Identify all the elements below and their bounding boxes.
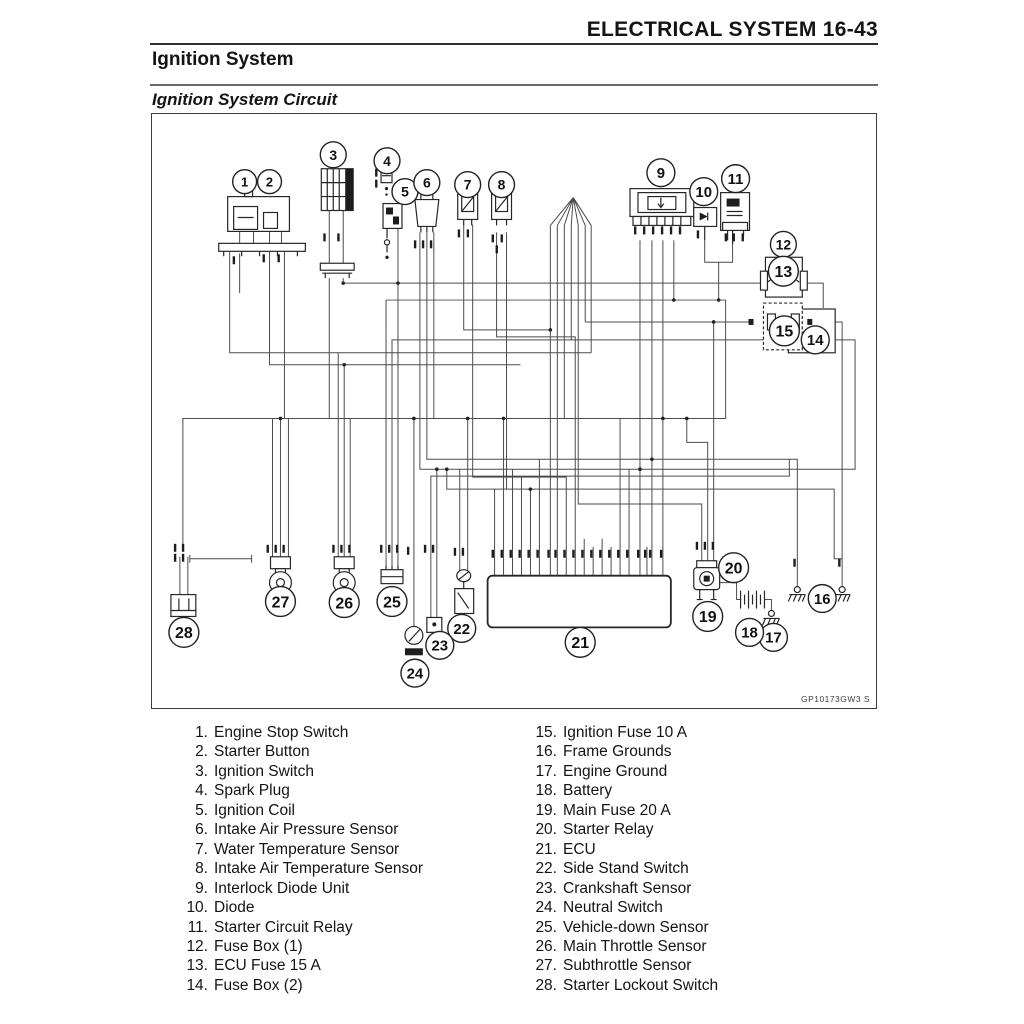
legend-label: Interlock Diode Unit <box>214 879 350 897</box>
svg-text:21: 21 <box>571 635 590 653</box>
svg-text:5: 5 <box>401 183 409 200</box>
legend-label: Frame Grounds <box>563 743 672 761</box>
callout-26 <box>329 588 359 618</box>
legend-label: Diode <box>214 899 255 917</box>
callout-7 <box>455 172 481 198</box>
legend-number: 19. <box>535 801 557 819</box>
legend-label: Subthrottle Sensor <box>563 957 692 975</box>
legend-number: 13. <box>186 957 208 975</box>
svg-text:11: 11 <box>727 171 744 189</box>
legend-number: 14. <box>186 976 208 994</box>
legend-item <box>152 937 497 956</box>
svg-text:3: 3 <box>329 146 338 163</box>
starter-lockout-switch-symbol <box>171 595 196 617</box>
legend-number: 20. <box>535 821 557 839</box>
svg-text:24: 24 <box>406 665 424 683</box>
callout-16 <box>808 585 836 613</box>
legend-label: Fuse Box (2) <box>214 976 303 994</box>
callout-11 <box>722 165 750 193</box>
svg-text:27: 27 <box>271 594 290 612</box>
legend-item <box>501 781 876 800</box>
svg-text:16: 16 <box>813 590 831 608</box>
legend-label: Fuse Box (1) <box>214 937 303 955</box>
legend-item <box>501 976 876 995</box>
legend-number: 28. <box>535 976 557 994</box>
legend-item <box>152 976 497 995</box>
legend-label: Vehicle-down Sensor <box>563 918 709 936</box>
crankshaft-sensor-symbol <box>427 617 442 632</box>
legend-label: Starter Lockout Switch <box>563 976 719 994</box>
subsection-title: Ignition System Circuit <box>152 90 338 109</box>
legend-column-right <box>501 723 876 995</box>
legend-label: Intake Air Temperature Sensor <box>214 860 424 878</box>
legend-item <box>152 762 497 781</box>
legend-number: 8. <box>195 860 208 878</box>
legend-label: Ignition Coil <box>214 801 295 819</box>
legend-label: Main Fuse 20 A <box>563 801 671 819</box>
legend-number: 4. <box>195 782 208 800</box>
legend-label: Neutral Switch <box>563 899 663 917</box>
svg-text:8: 8 <box>497 176 506 193</box>
svg-text:13: 13 <box>774 263 793 281</box>
svg-text:17: 17 <box>765 629 782 647</box>
legend-number: 17. <box>535 762 557 780</box>
legend-number: 10. <box>186 899 208 917</box>
callout-27 <box>266 587 296 617</box>
legend-label: ECU Fuse 15 A <box>214 957 321 975</box>
legend-label: ECU <box>563 840 596 858</box>
legend-number: 1. <box>195 724 208 741</box>
legend-item <box>501 937 876 956</box>
svg-text:23: 23 <box>431 637 449 655</box>
callout-12 <box>770 231 796 257</box>
legend-number: 6. <box>195 821 208 839</box>
callout-13 <box>768 256 798 286</box>
callout-2 <box>258 170 282 194</box>
legend-label: Intake Air Pressure Sensor <box>214 821 399 839</box>
section-title: Ignition System <box>152 49 294 70</box>
legend-number: 27. <box>535 957 557 975</box>
legend-number: 16. <box>535 743 557 761</box>
svg-text:26: 26 <box>335 595 354 613</box>
svg-text:7: 7 <box>463 176 472 193</box>
interlock-diode-unit-symbol <box>630 189 694 226</box>
legend-label: Battery <box>563 782 613 800</box>
svg-text:28: 28 <box>175 625 193 643</box>
svg-text:12: 12 <box>775 236 792 253</box>
starter-relay-symbol <box>694 561 720 600</box>
legend-label: Crankshaft Sensor <box>563 879 692 897</box>
legend-item <box>152 820 497 839</box>
legend-number: 2. <box>195 743 208 761</box>
legend-number: 26. <box>535 937 557 955</box>
svg-text:20: 20 <box>724 560 743 578</box>
side-stand-switch-symbol <box>455 570 474 614</box>
svg-text:10: 10 <box>695 183 713 201</box>
legend-number: 22. <box>535 860 557 878</box>
legend-item <box>152 859 497 878</box>
circuit-diagram-frame <box>151 113 877 709</box>
svg-text:14: 14 <box>806 332 824 350</box>
legend-label: Starter Relay <box>563 821 654 839</box>
legend-item <box>501 742 876 761</box>
legend-item <box>152 840 497 859</box>
legend-label: Engine Ground <box>563 762 668 780</box>
section-rule <box>150 84 878 86</box>
svg-text:6: 6 <box>422 174 431 191</box>
legend-item <box>152 918 497 937</box>
legend-number: 21. <box>535 840 557 858</box>
intake-air-pressure-sensor-symbol <box>415 193 439 233</box>
legend-number: 18. <box>535 782 557 800</box>
callout-6 <box>414 170 440 196</box>
svg-text:2: 2 <box>265 174 274 190</box>
legend-item <box>152 781 497 800</box>
legend-label: Ignition Switch <box>214 762 314 780</box>
legend-number: 12. <box>186 937 208 955</box>
handlebar-connector-bar <box>219 243 306 256</box>
callout-15 <box>769 316 799 346</box>
legend-column-left <box>152 723 497 995</box>
legend-item <box>152 801 497 820</box>
callout-14 <box>801 326 829 354</box>
legend-item <box>501 723 876 742</box>
callout-23 <box>426 631 454 659</box>
legend-label: Starter Button <box>214 743 310 761</box>
callout-3 <box>320 142 346 168</box>
callout-17 <box>759 623 787 651</box>
engine-stop-starter-switch-symbol <box>228 189 290 232</box>
legend-number: 15. <box>535 724 557 741</box>
callout-28 <box>169 617 199 647</box>
svg-text:19: 19 <box>698 609 717 627</box>
svg-text:18: 18 <box>741 624 758 642</box>
legend-number: 23. <box>535 879 557 897</box>
legend-item <box>152 879 497 898</box>
svg-text:15: 15 <box>775 323 794 341</box>
page-title: ELECTRICAL SYSTEM 16-43 <box>586 18 878 41</box>
legend-number: 11. <box>187 918 208 936</box>
legend-item <box>501 801 876 820</box>
legend-item <box>152 898 497 917</box>
callout-18 <box>736 618 764 646</box>
wiring-diagram <box>152 114 876 708</box>
legend-label: Engine Stop Switch <box>214 724 349 741</box>
svg-text:25: 25 <box>383 594 401 612</box>
legend-label: Starter Circuit Relay <box>214 918 353 936</box>
legend-number: 5. <box>195 801 208 819</box>
legend-number: 9. <box>195 879 208 897</box>
legend-item <box>501 918 876 937</box>
callout-9 <box>647 159 675 187</box>
callout-10 <box>690 178 718 206</box>
legend-label: Spark Plug <box>214 782 290 800</box>
legend-number: 7. <box>195 840 208 858</box>
legend-item <box>501 859 876 878</box>
legend-item <box>152 956 497 975</box>
legend-item <box>501 840 876 859</box>
legend-label: Main Throttle Sensor <box>563 937 707 955</box>
neutral-switch-symbol <box>405 626 423 655</box>
ecu-box <box>488 576 671 628</box>
legend-label: Side Stand Switch <box>563 860 689 878</box>
legend-number: 25. <box>535 918 557 936</box>
callout-19 <box>693 602 723 632</box>
callout-24 <box>401 659 429 687</box>
callout-20 <box>719 553 749 583</box>
legend-item <box>152 742 497 761</box>
svg-text:1: 1 <box>241 174 249 190</box>
callout-8 <box>489 172 515 198</box>
vehicle-down-sensor-symbol <box>381 566 403 584</box>
legend-item <box>152 723 497 742</box>
svg-text:9: 9 <box>656 165 666 183</box>
legend-item <box>501 762 876 781</box>
legend-item <box>501 898 876 917</box>
callout-1 <box>233 170 257 194</box>
legend-item <box>501 820 876 839</box>
svg-text:22: 22 <box>453 620 471 638</box>
callout-21 <box>565 627 595 657</box>
legend-item <box>501 956 876 975</box>
legend-number: 24. <box>535 899 557 917</box>
battery-symbol <box>741 591 765 609</box>
callout-25 <box>377 587 407 617</box>
header-rule <box>150 43 878 45</box>
svg-text:4: 4 <box>383 152 391 169</box>
callout-4 <box>374 148 400 174</box>
legend-label: Ignition Fuse 10 A <box>563 724 688 741</box>
legend-label: Water Temperature Sensor <box>214 840 400 858</box>
legend-number: 3. <box>195 762 208 780</box>
legend-item <box>501 879 876 898</box>
diagram-code: GP10173GW3 S <box>801 694 871 705</box>
ignition-switch-symbol <box>320 169 354 278</box>
ignition-coil-symbol <box>383 204 402 259</box>
